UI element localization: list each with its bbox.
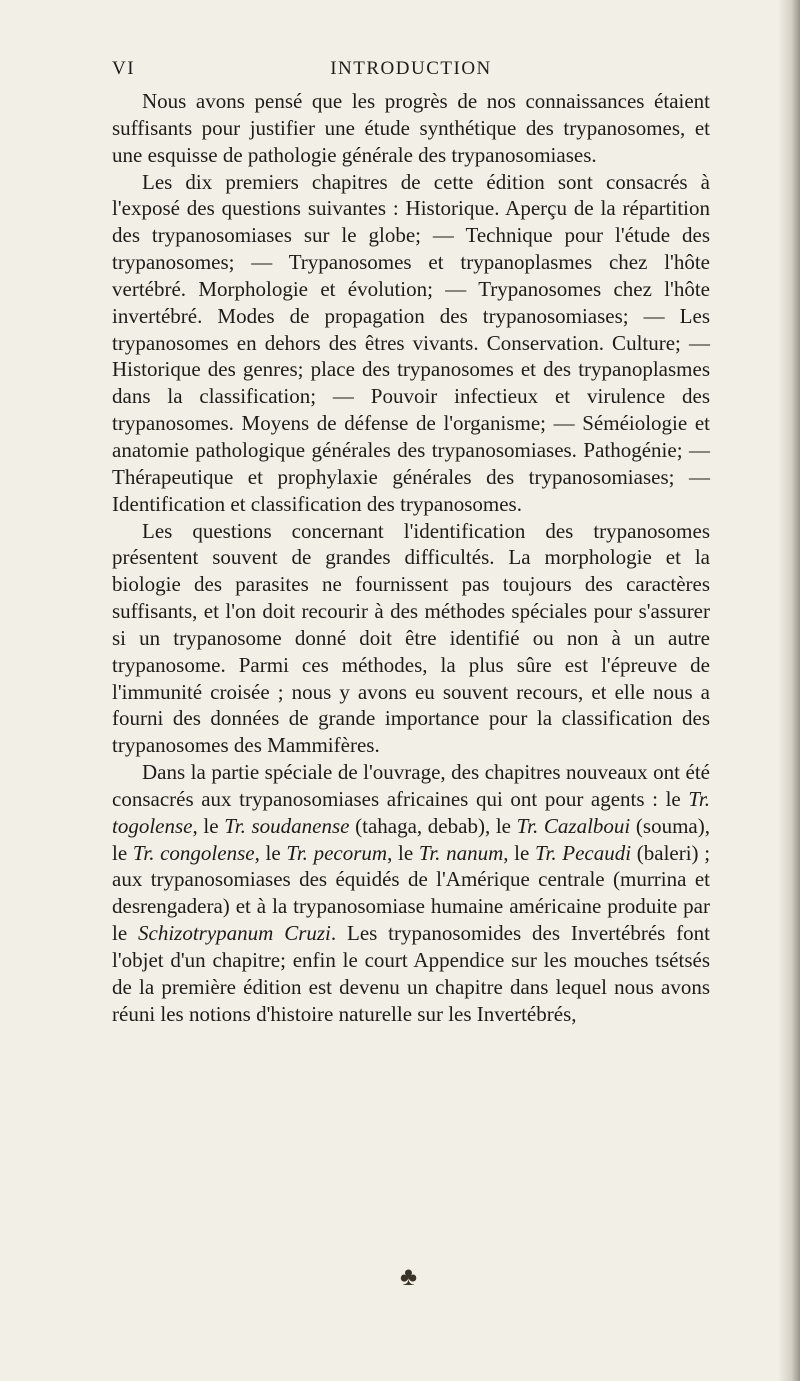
species-name: Tr. soudanense — [224, 813, 350, 838]
text-run: , le — [387, 840, 419, 865]
species-name: Tr. Cazalboui — [516, 813, 631, 838]
species-name: Schizotrypanum Cruzi — [138, 921, 331, 946]
text-run: , le — [254, 840, 287, 865]
running-head — [112, 58, 710, 84]
species-name: Tr. congolense — [132, 840, 255, 865]
paragraph-2: Les dix premiers chapitres de cette édition sont consacrés à l'exposé des questions suivantes : Historique. Aperçu de la répartition des trypanosomiases sur le globe; — Technique pour l'étude des trypanosomes; — Trypanosomes et trypanoplasmes chez l'hôte vertébré. Morphologie et évolution; — Trypanosomes chez l'hôte invertébré. Modes de propagation des trypanosomiases; — Les trypanosomes en dehors des êtres vivants. Conservation. Culture; — Historique des genres; place des trypanosomes et des trypanoplasmes dans la classification; — Pouvoir infectieux et virulence des trypanosomes. Moyens de défense de l'organisme; — Séméiologie et anatomie pathologique générales des trypanosomiases. Pathogénie; — Thérapeutique et prophylaxie générales des trypanosomiases; — Identification et classification des trypanosomes. — [112, 169, 710, 516]
text-run: Dans la partie spéciale de l'ouvrage, des chapitres nouveaux ont été consacrés aux trypanosomiases africaines qui ont pour agents : le — [112, 760, 710, 811]
text-run: (souma), le — [112, 813, 710, 865]
text-run: . Les trypanosomides des Invertébrés font l'objet d'un chapitre; enfin le court Appendice sur les mouches tsétsés de la première édition est devenu un chapitre dans lequel nous avons réuni les notions d'histoire naturelle sur les Invertébrés, — [112, 921, 710, 1026]
text-run: (tahaga, debab), le — [349, 813, 517, 838]
body-text — [112, 88, 710, 1028]
page-edge-shadow — [778, 0, 800, 1381]
text-run: , le — [503, 840, 535, 865]
species-name: Tr. Pecaudi — [535, 840, 632, 865]
species-name: Tr. togolense — [112, 786, 710, 838]
species-name: Tr. nanum — [418, 840, 504, 865]
chapter-title: INTRODUCTION — [330, 58, 492, 79]
paragraph-3: Les questions concernant l'identification des trypanosomes présentent souvent de grandes difficultés. La morphologie et la biologie des parasites ne fournissent pas toujours des caractères suffisants, et l'on doit recourir à des méthodes spéciales pour s'assurer si un trypanosome donné doit être identifié ou non à un autre trypanosome. Parmi ces méthodes, la plus sûre est l'épreuve de l'immunité croisée ; nous y avons eu souvent recours, et elle nous a fourni des données de grande importance pour la classification des trypanosomes des Mammifères. — [112, 518, 710, 758]
page-number: VI — [112, 58, 136, 79]
text-run: , le — [192, 813, 225, 838]
ornament-icon: ♣ — [400, 1262, 418, 1291]
paragraph-4 — [112, 759, 710, 1027]
paragraph-1: Nous avons pensé que les progrès de nos connaissances étaient suffisants pour justifier une étude synthétique des trypanosomes, et une esquisse de pathologie générale des trypanosomiases. — [112, 89, 710, 167]
text-run: (baleri) ; aux trypanosomiases des équidés de l'Amérique centrale (murrina et desrengadera) et à la trypanosomiase humaine américaine produite par le — [112, 840, 711, 946]
species-name: Tr. pecorum — [286, 840, 388, 865]
